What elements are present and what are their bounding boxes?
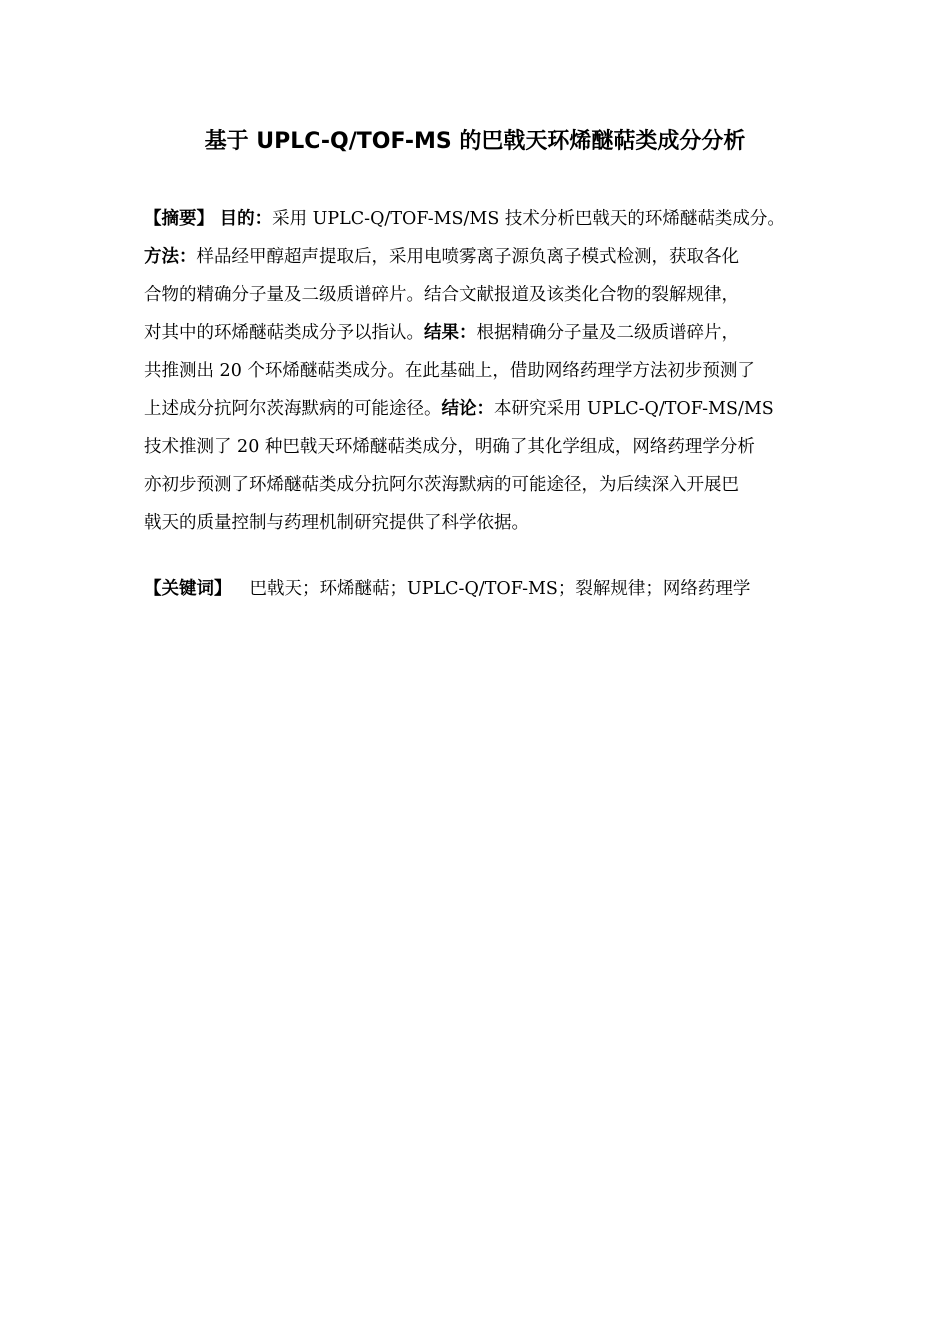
paper-title: 基于 UPLC-Q/TOF-MS 的巴戟天环烯醚萜类成分分析 — [204, 129, 746, 154]
abstract-line-6 — [144, 390, 824, 428]
abstract-line-2 — [144, 238, 824, 276]
conclusion-text-3: 亦初步预测了环烯醚萜类成分抗阿尔茨海默病的可能途径，为后续深入开展巴 — [144, 475, 739, 495]
abstract-line-9 — [144, 504, 824, 542]
conclusion-text-1: 本研究采用 UPLC-Q/TOF-MS/MS — [494, 399, 774, 419]
abstract-line-7 — [144, 428, 824, 466]
result-text-3: 上述成分抗阿尔茨海默病的可能途径。 — [144, 399, 442, 419]
keywords-section — [144, 570, 824, 608]
method-text-3: 对其中的环烯醚萜类成分予以指认。 — [144, 323, 424, 343]
abstract-line-4 — [144, 314, 824, 352]
conclusion-label: 结论： — [441, 399, 494, 419]
method-label: 方法： — [144, 247, 197, 267]
result-text-1: 根据精确分子量及二级质谱碎片， — [476, 323, 739, 343]
abstract-line-8 — [144, 466, 824, 504]
method-text-1: 样品经甲醇超声提取后，采用电喷雾离子源负离子模式检测，获取各化 — [196, 247, 739, 267]
abstract-line-5 — [144, 352, 824, 390]
keywords-text: 巴戟天；环烯醚萜；UPLC-Q/TOF-MS；裂解规律；网络药理学 — [249, 579, 751, 599]
conclusion-text-4: 戟天的质量控制与药理机制研究提供了科学依据。 — [144, 513, 529, 533]
abstract-label: 【摘要】 — [144, 209, 214, 229]
result-label: 结果： — [424, 323, 477, 343]
abstract-line-3 — [144, 276, 824, 314]
conclusion-text-2: 技术推测了 20 种巴戟天环烯醚萜类成分，明确了其化学组成，网络药理学分析 — [144, 437, 755, 457]
result-text-2: 共推测出 20 个环烯醚萜类成分。在此基础上，借助网络药理学方法初步预测了 — [144, 361, 755, 381]
method-text-2: 合物的精确分子量及二级质谱碎片。结合文献报道及该类化合物的裂解规律， — [144, 285, 739, 305]
aim-label: 目的： — [219, 209, 273, 229]
abstract-line-1 — [144, 200, 824, 238]
keywords-label: 【关键词】 — [144, 579, 232, 599]
abstract-section — [144, 200, 824, 542]
aim-text: 采用 UPLC-Q/TOF-MS/MS 技术分析巴戟天的环烯醚萜类成分。 — [272, 209, 785, 229]
